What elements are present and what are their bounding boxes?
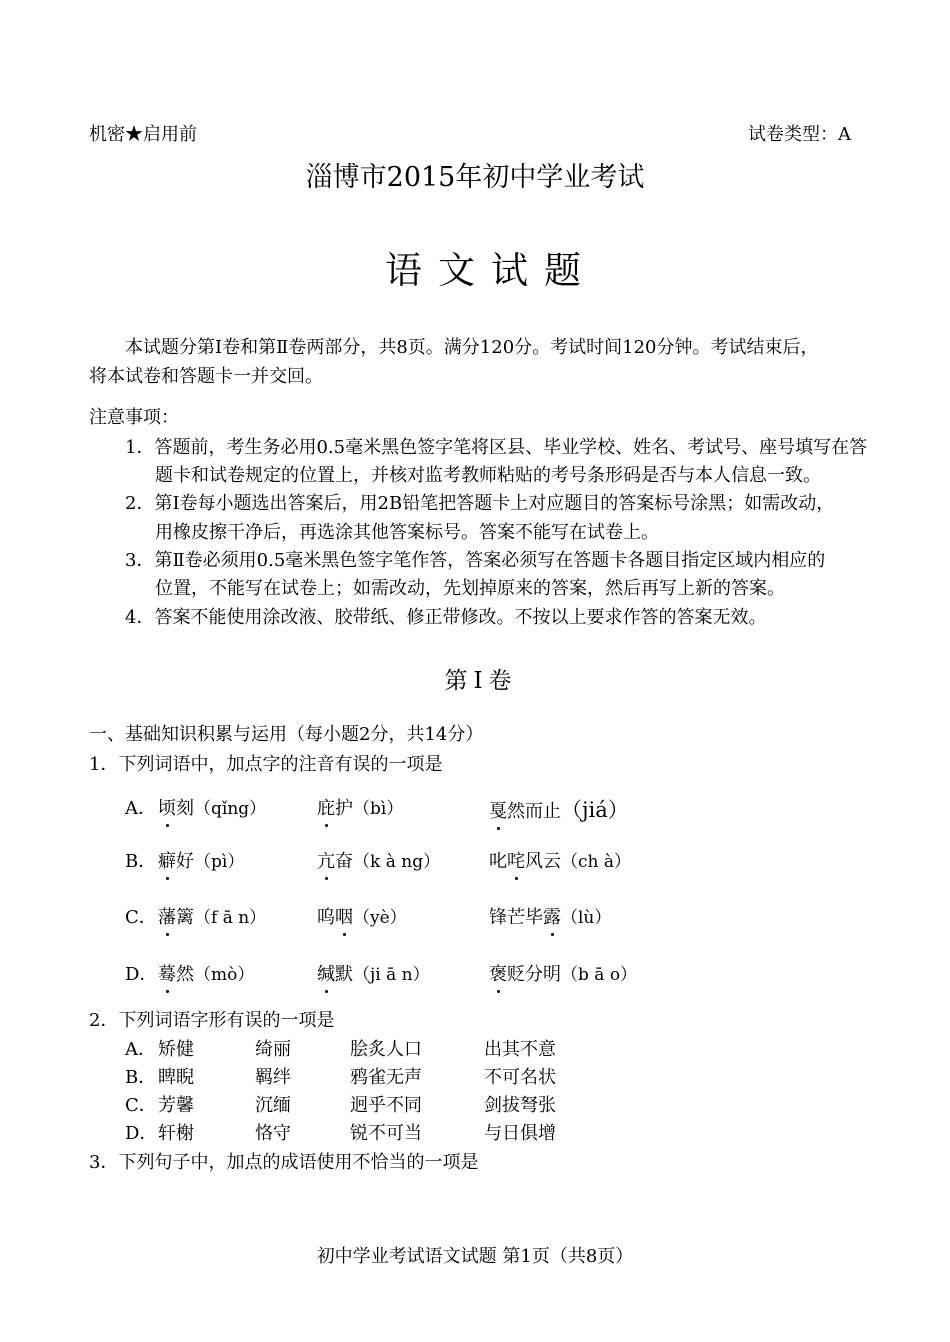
q2-row-label: B． — [125, 1067, 157, 1088]
q2-row-label: A． — [125, 1039, 156, 1060]
emphasis-char: 缄 — [317, 960, 335, 986]
q2-word: 脍炙人口 — [350, 1039, 422, 1060]
q2-row-label: C． — [125, 1095, 157, 1116]
question-1-stem: 1．下列词语中，加点字的注音有误的一项是 — [89, 754, 443, 775]
q1-c-word-3: 锋芒毕露（lù） — [489, 903, 611, 929]
page-footer: 初中学业考试语文试题 第1页（共8页） — [316, 1246, 634, 1267]
pinyin: （yè） — [353, 908, 407, 928]
pinyin: （ji ā n） — [353, 965, 430, 985]
q2-word: 剑拔弩张 — [484, 1095, 556, 1116]
question-2-stem: 2．下列词语字形有误的一项是 — [89, 1010, 335, 1031]
confidential-label: 机密★启用前 — [89, 124, 197, 145]
note-4: 4．答案不能使用涂改液、胶带纸、修正带修改。不按以上要求作答的答案无效。 — [125, 607, 767, 628]
q1-b-word-2: 亢奋（k à ng） — [317, 847, 440, 873]
pinyin: （f ā n） — [194, 908, 267, 928]
volume-title: 第Ⅰ卷 — [444, 668, 518, 694]
note-1-line-2: 题卡和试卷规定的位置上，并核对监考教师粘贴的考号条形码是否与本人信息一致。 — [155, 465, 821, 486]
exam-title: 淄博市2015年初中学业考试 — [305, 162, 645, 193]
emphasis-char: 咤 — [507, 847, 525, 873]
pinyin: （pì） — [194, 852, 245, 872]
q2-word: 出其不意 — [484, 1039, 556, 1060]
paper-type-label: 试卷类型：A — [748, 124, 851, 145]
pinyin: （b ā o） — [561, 965, 638, 985]
note-3-line-1: 3．第Ⅱ卷必须用0.5毫米黑色签字笔作答，答案必须写在答题卡各题目指定区域内相应的 — [125, 550, 826, 571]
q2-word: 恪守 — [255, 1123, 291, 1144]
q2-word: 沉缅 — [255, 1095, 291, 1116]
q2-row-label: D． — [125, 1123, 158, 1144]
pinyin: （qǐng） — [194, 799, 267, 819]
pinyin: （k à ng） — [353, 852, 441, 872]
note-1-line-1: 1．答题前，考生务必用0.5毫米黑色签字笔将区县、毕业学校、姓名、考试号、座号填写在答 — [125, 437, 868, 458]
q1-a-word-1: 顷刻（qǐng） — [158, 794, 266, 820]
q2-word: 与日俱增 — [484, 1123, 556, 1144]
emphasis-char: 亢 — [317, 847, 335, 873]
emphasis-char: 顷 — [158, 794, 176, 820]
section-heading: 一、基础知识积累与运用（每小题2分，共14分） — [89, 724, 484, 745]
emphasis-char: 癖 — [158, 847, 176, 873]
emphasis-char: 庇 — [317, 794, 335, 820]
question-3-stem: 3．下列句子中，加点的成语使用不恰当的一项是 — [89, 1152, 479, 1173]
q1-c-word-2: 呜咽（yè） — [317, 903, 407, 929]
q2-word: 芳馨 — [158, 1095, 194, 1116]
notes-heading: 注意事项： — [89, 407, 179, 428]
intro-line-1: 本试题分第Ⅰ卷和第Ⅱ卷两部分，共8页。满分120分。考试时间120分钟。考试结束后， — [125, 337, 819, 358]
emphasis-char: 褒 — [489, 960, 507, 986]
q1-a-word-2: 庇护（bì） — [317, 794, 403, 820]
q1-d-word-3: 褒贬分明（b ā o） — [489, 960, 637, 986]
q2-word: 锐不可当 — [350, 1123, 422, 1144]
q1-d-word-1: 蓦然（mò） — [158, 960, 254, 986]
emphasis-char: 咽 — [335, 903, 353, 929]
q2-word: 轩榭 — [158, 1123, 194, 1144]
emphasis-char: 藩 — [158, 903, 176, 929]
q2-word: 鸦雀无声 — [350, 1067, 422, 1088]
q2-word: 羁绊 — [255, 1067, 291, 1088]
note-2-line-2: 用橡皮擦干净后，再选涂其他答案标号。答案不能写在试卷上。 — [155, 522, 659, 543]
pinyin: （mò） — [194, 965, 255, 985]
q2-word: 睥睨 — [158, 1067, 194, 1088]
pinyin: （lù） — [561, 908, 612, 928]
q2-word: 不可名状 — [484, 1067, 556, 1088]
intro-line-2: 将本试卷和答题卡一并交回。 — [89, 366, 323, 387]
pinyin: （ch à） — [561, 852, 632, 872]
note-2-line-1: 2．第Ⅰ卷每小题选出答案后，用2B铅笔把答题卡上对应题目的答案标号涂黑；如需改动， — [125, 493, 835, 514]
q1-d-word-2: 缄默（ji ā n） — [317, 960, 430, 986]
q1-option-d-label: D． — [125, 964, 158, 985]
q2-word: 矫健 — [158, 1039, 194, 1060]
pinyin: （bì） — [353, 799, 404, 819]
q1-b-word-1: 癖好（pì） — [158, 847, 244, 873]
subject-title: 语文试题 — [385, 249, 597, 292]
note-3-line-2: 位置，不能写在试卷上；如需改动，先划掉原来的答案，然后再写上新的答案。 — [155, 578, 785, 599]
emphasis-char: 戛 — [489, 797, 507, 823]
q1-option-a-label: A． — [125, 798, 156, 819]
pinyin: （jiá） — [561, 798, 629, 822]
q1-option-c-label: C． — [125, 907, 157, 928]
emphasis-char: 露 — [543, 903, 561, 929]
q2-word: 迥乎不同 — [350, 1095, 422, 1116]
q1-c-word-1: 藩篱（f ā n） — [158, 903, 266, 929]
q2-word: 绮丽 — [255, 1039, 291, 1060]
q1-option-b-label: B． — [125, 851, 157, 872]
emphasis-char: 蓦 — [158, 960, 176, 986]
q1-b-word-3: 叱咤风云（ch à） — [489, 847, 631, 873]
q1-a-word-3: 戛然而止（jiá） — [489, 798, 629, 822]
